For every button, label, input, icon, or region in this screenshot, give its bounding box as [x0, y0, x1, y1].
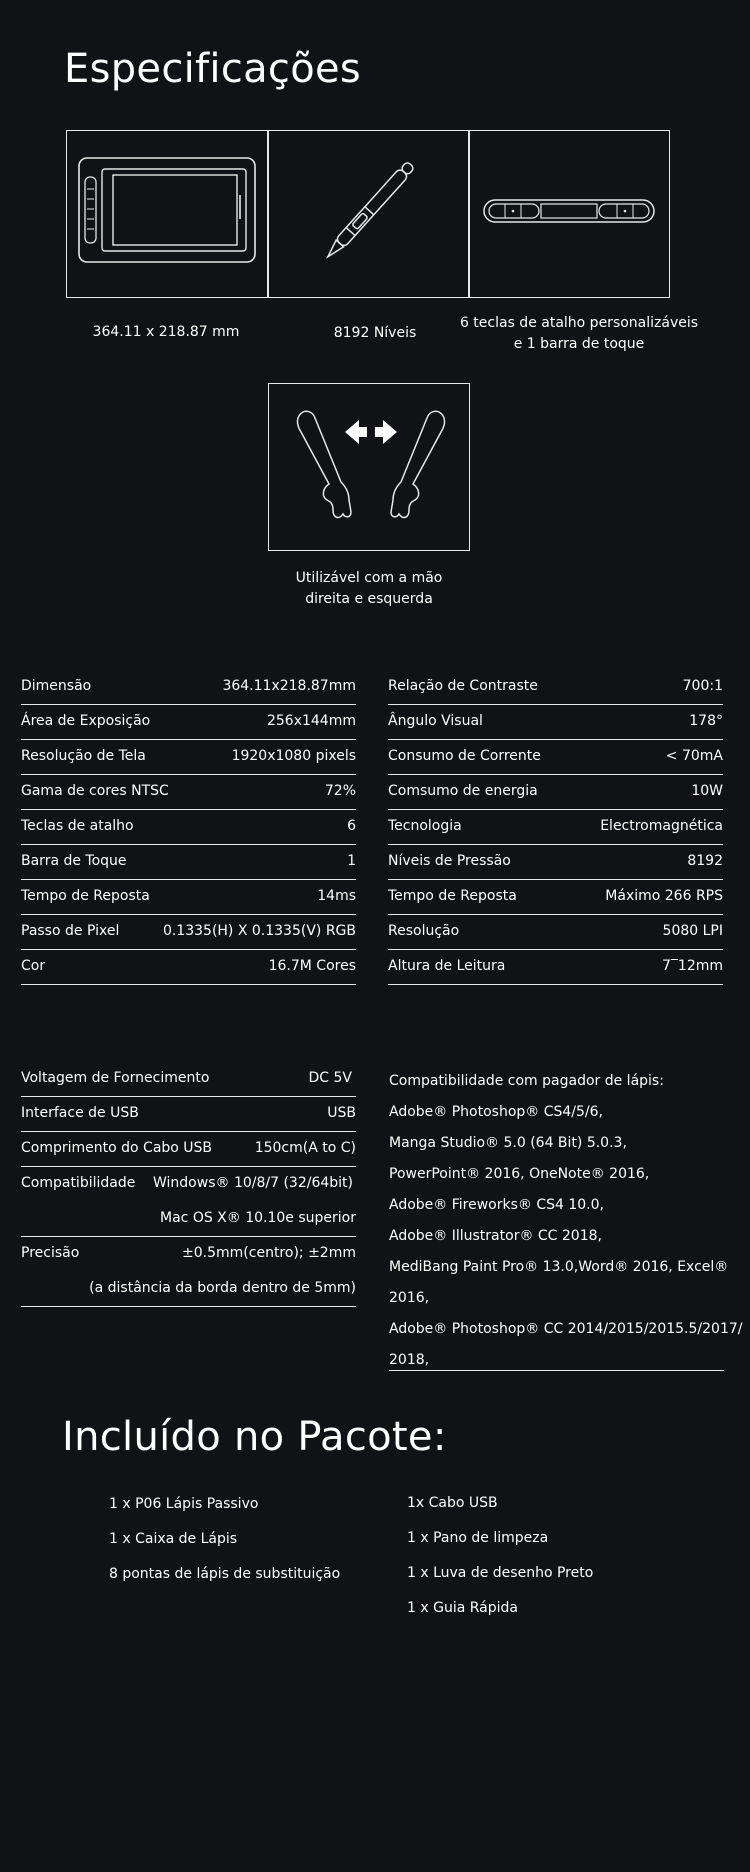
spec-row: Resolução 5080 LPI	[388, 915, 723, 950]
stylus-pen-icon	[305, 145, 435, 275]
spec-row: Interface de USB USB	[21, 1097, 356, 1132]
package-title: Incluído no Pacote:	[62, 1414, 447, 1460]
list-item: 1x Cabo USB	[407, 1495, 498, 1511]
spec-row: Ângulo Visual 178°	[388, 705, 723, 740]
spec-row: Compatibilidade Windows® 10/8/7 (32/64bit) Mac OS X® 10.10e superior	[21, 1167, 356, 1237]
spec-row: Relação de Contraste 700:1	[388, 670, 723, 705]
package-list-left	[109, 1487, 340, 1592]
spec-row: Dimensão 364.11x218.87mm	[21, 670, 356, 705]
spec-row: Tempo de Reposta Máximo 266 RPS	[388, 880, 723, 915]
spec-row: Tempo de Reposta 14ms	[21, 880, 356, 915]
list-item: 1 x Guia Rápida	[407, 1600, 518, 1616]
levels-caption: 8192 Níveis	[333, 325, 417, 341]
list-item: 1 x Luva de desenho Preto	[407, 1565, 594, 1581]
spec-row: Voltagem de Fornecimento DC 5V	[21, 1062, 356, 1097]
spec-row: Consumo de Corrente < 70mA	[388, 740, 723, 775]
list-item: 1 x P06 Lápis Passivo	[109, 1496, 259, 1512]
spec-row: Resolução de Tela 1920x1080 pixels	[21, 740, 356, 775]
package-list-right	[407, 1486, 593, 1626]
spec-row: Precisão ±0.5mm(centro); ±2mm (a distância da borda dentro de 5mm)	[21, 1237, 356, 1307]
list-item: 8 pontas de lápis de substituição	[109, 1566, 341, 1582]
feature-divider	[468, 131, 470, 297]
hands-feature-box	[268, 383, 470, 551]
spec-row: Passo de Pixel 0.1335(H) X 0.1335(V) RGB	[21, 915, 356, 950]
dimension-caption: 364.11 x 218.87 mm	[92, 324, 240, 340]
list-item: 1 x Pano de limpeza	[407, 1530, 549, 1546]
spec-row: Altura de Leitura 7‾12mm	[388, 950, 723, 985]
shortcut-keys-icon	[483, 198, 655, 224]
hand-caption: Utilizável com a mão direita e esquerda	[295, 570, 443, 607]
spec-row: Gama de cores NTSC 72%	[21, 775, 356, 810]
shortcut-caption: 6 teclas de atalho personalizáveis e 1 barra de toque	[459, 315, 699, 352]
spec-row: Teclas de atalho 6	[21, 810, 356, 845]
list-item: 1 x Caixa de Lápis	[109, 1531, 238, 1547]
pen-compatibility-list: Compatibilidade com pagador de lápis: Adobe® Photoshop® CS4/5/6, Manga Studio® 5.0 (64 Bit) 5.0.3, PowerPoint® 2016, OneNote® 2016, Adobe® Fireworks® CS4 10.0, Adobe® Illustrator® CC 2018, MediBang Paint Pro® 13.0,Word® 2016, Excel® 2016, Adobe® Photoshop® CC 2014/2015/2015.5/2017/ 2018,	[389, 1073, 743, 1368]
spec-row: Comsumo de energia 10W	[388, 775, 723, 810]
left-right-hand-icon	[291, 402, 451, 536]
spec-row: Comprimento do Cabo USB 150cm(A to C)	[21, 1132, 356, 1167]
specs-title: Especificações	[64, 46, 362, 92]
spec-row: Área de Exposição 256x144mm	[21, 705, 356, 740]
feature-box-row	[66, 130, 670, 298]
spec-row: Níveis de Pressão 8192	[388, 845, 723, 880]
feature-divider	[267, 131, 269, 297]
spec-row: Tecnologia Electromagnética	[388, 810, 723, 845]
tablet-icon	[78, 157, 256, 263]
spec-row: Barra de Toque 1	[21, 845, 356, 880]
divider	[389, 1370, 724, 1371]
spec-row: Cor 16.7M Cores	[21, 950, 356, 985]
